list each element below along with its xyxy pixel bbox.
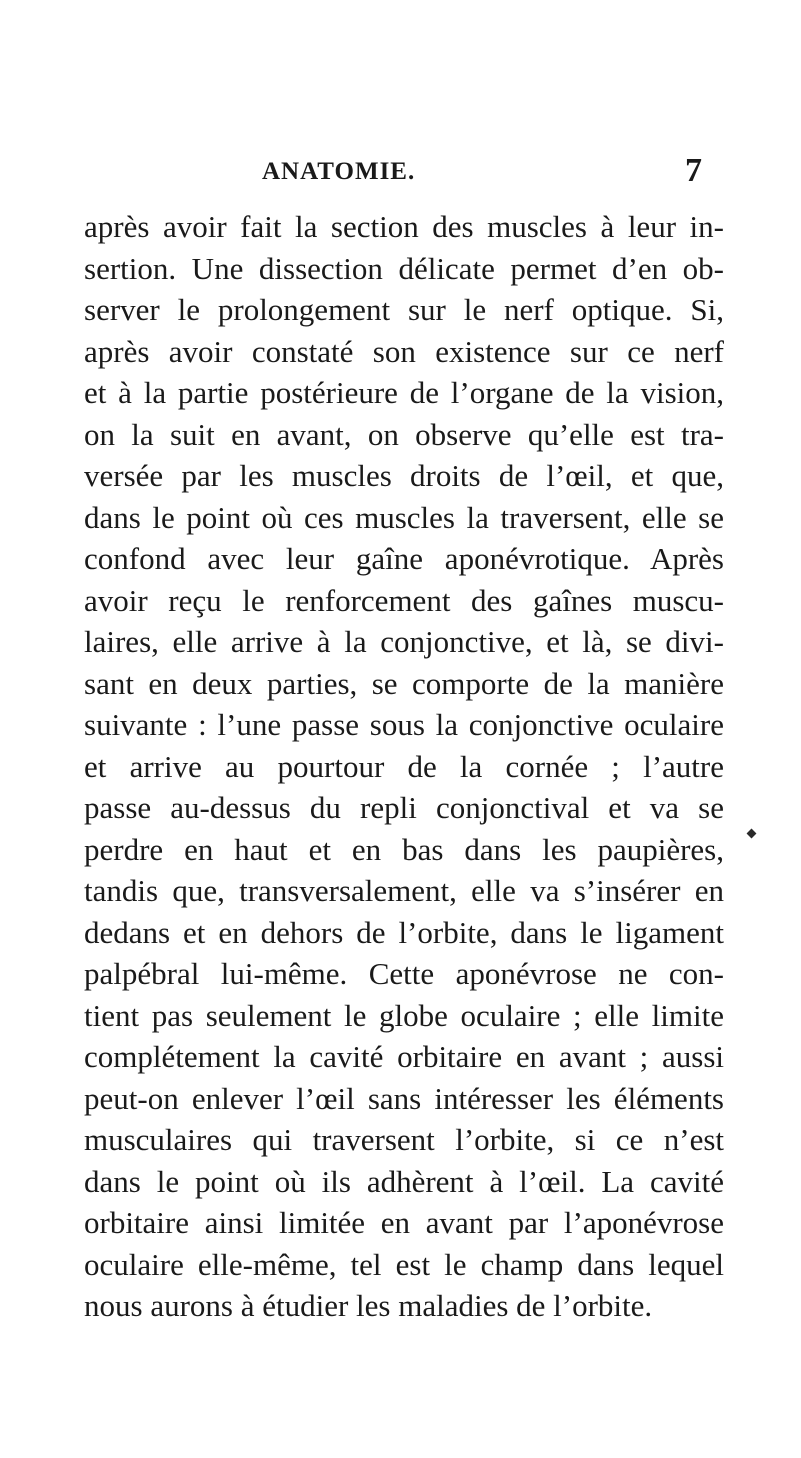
text-line: et à la partie postérieure de l’organe de la vision, xyxy=(84,375,724,410)
page-number: 7 xyxy=(685,152,702,189)
text-line: on la suit en avant, on observe qu’elle est tra- xyxy=(84,416,724,452)
text-line: peut-on enlever l’œil sans intéresser les éléments xyxy=(84,1080,724,1116)
text-line: sant en deux parties, se comporte de la manière xyxy=(84,665,724,701)
text-line: oculaire elle-même, tel est le champ dans lequel xyxy=(84,1246,724,1282)
text-line: complétement la cavité orbitaire en avant ; aussi xyxy=(84,1039,724,1074)
text-line: confond avec leur gaîne aponévrotique. Après xyxy=(84,541,724,576)
text-line: dedans et en dehors de l’orbite, dans le ligament xyxy=(84,914,724,950)
text-line: et arrive au pourtour de la cornée ; l’autre xyxy=(84,748,724,784)
text-line: orbitaire ainsi limitée en avant par l’aponévrose xyxy=(84,1205,724,1240)
text-line: suivante : l’une passe sous la conjonctive oculaire xyxy=(84,707,724,742)
text-line: dans le point où ces muscles la traversent, elle se xyxy=(84,499,724,535)
text-line: tandis que, transversalement, elle va s’insérer en xyxy=(84,873,724,908)
text-line: avoir reçu le renforcement des gaînes muscu- xyxy=(84,582,724,618)
text-line: server le prolongement sur le nerf optique. Si, xyxy=(84,292,724,327)
text-line: passe au-dessus du repli conjonctival et va se xyxy=(84,790,724,825)
text-line: dans le point où ils adhèrent à l’œil. La cavité xyxy=(84,1163,724,1199)
text-line: nous aurons à étudier les maladies de l’orbite. xyxy=(84,1288,653,1323)
text-line: palpébral lui-même. Cette aponévrose ne con- xyxy=(84,956,724,991)
running-head xyxy=(262,152,702,194)
text-line: musculaires qui traversent l’orbite, si ce n’est xyxy=(84,1122,724,1157)
text-line: versée par les muscles droits de l’œil, et que, xyxy=(84,458,724,493)
body-text xyxy=(84,206,724,1327)
ink-mark xyxy=(747,829,757,839)
text-line: après avoir constaté son existence sur ce nerf xyxy=(84,333,724,369)
text-line: sertion. Une dissection délicate permet d’en ob- xyxy=(84,250,724,286)
text-line: tient pas seulement le globe oculaire ; elle limite xyxy=(84,997,724,1033)
text-line: après avoir fait la section des muscles à leur in- xyxy=(84,209,724,244)
running-title: ANATOMIE. xyxy=(262,158,416,185)
text-line: perdre en haut et en bas dans les paupières, xyxy=(84,831,724,867)
text-line: laires, elle arrive à la conjonctive, et là, se divi- xyxy=(84,624,724,659)
